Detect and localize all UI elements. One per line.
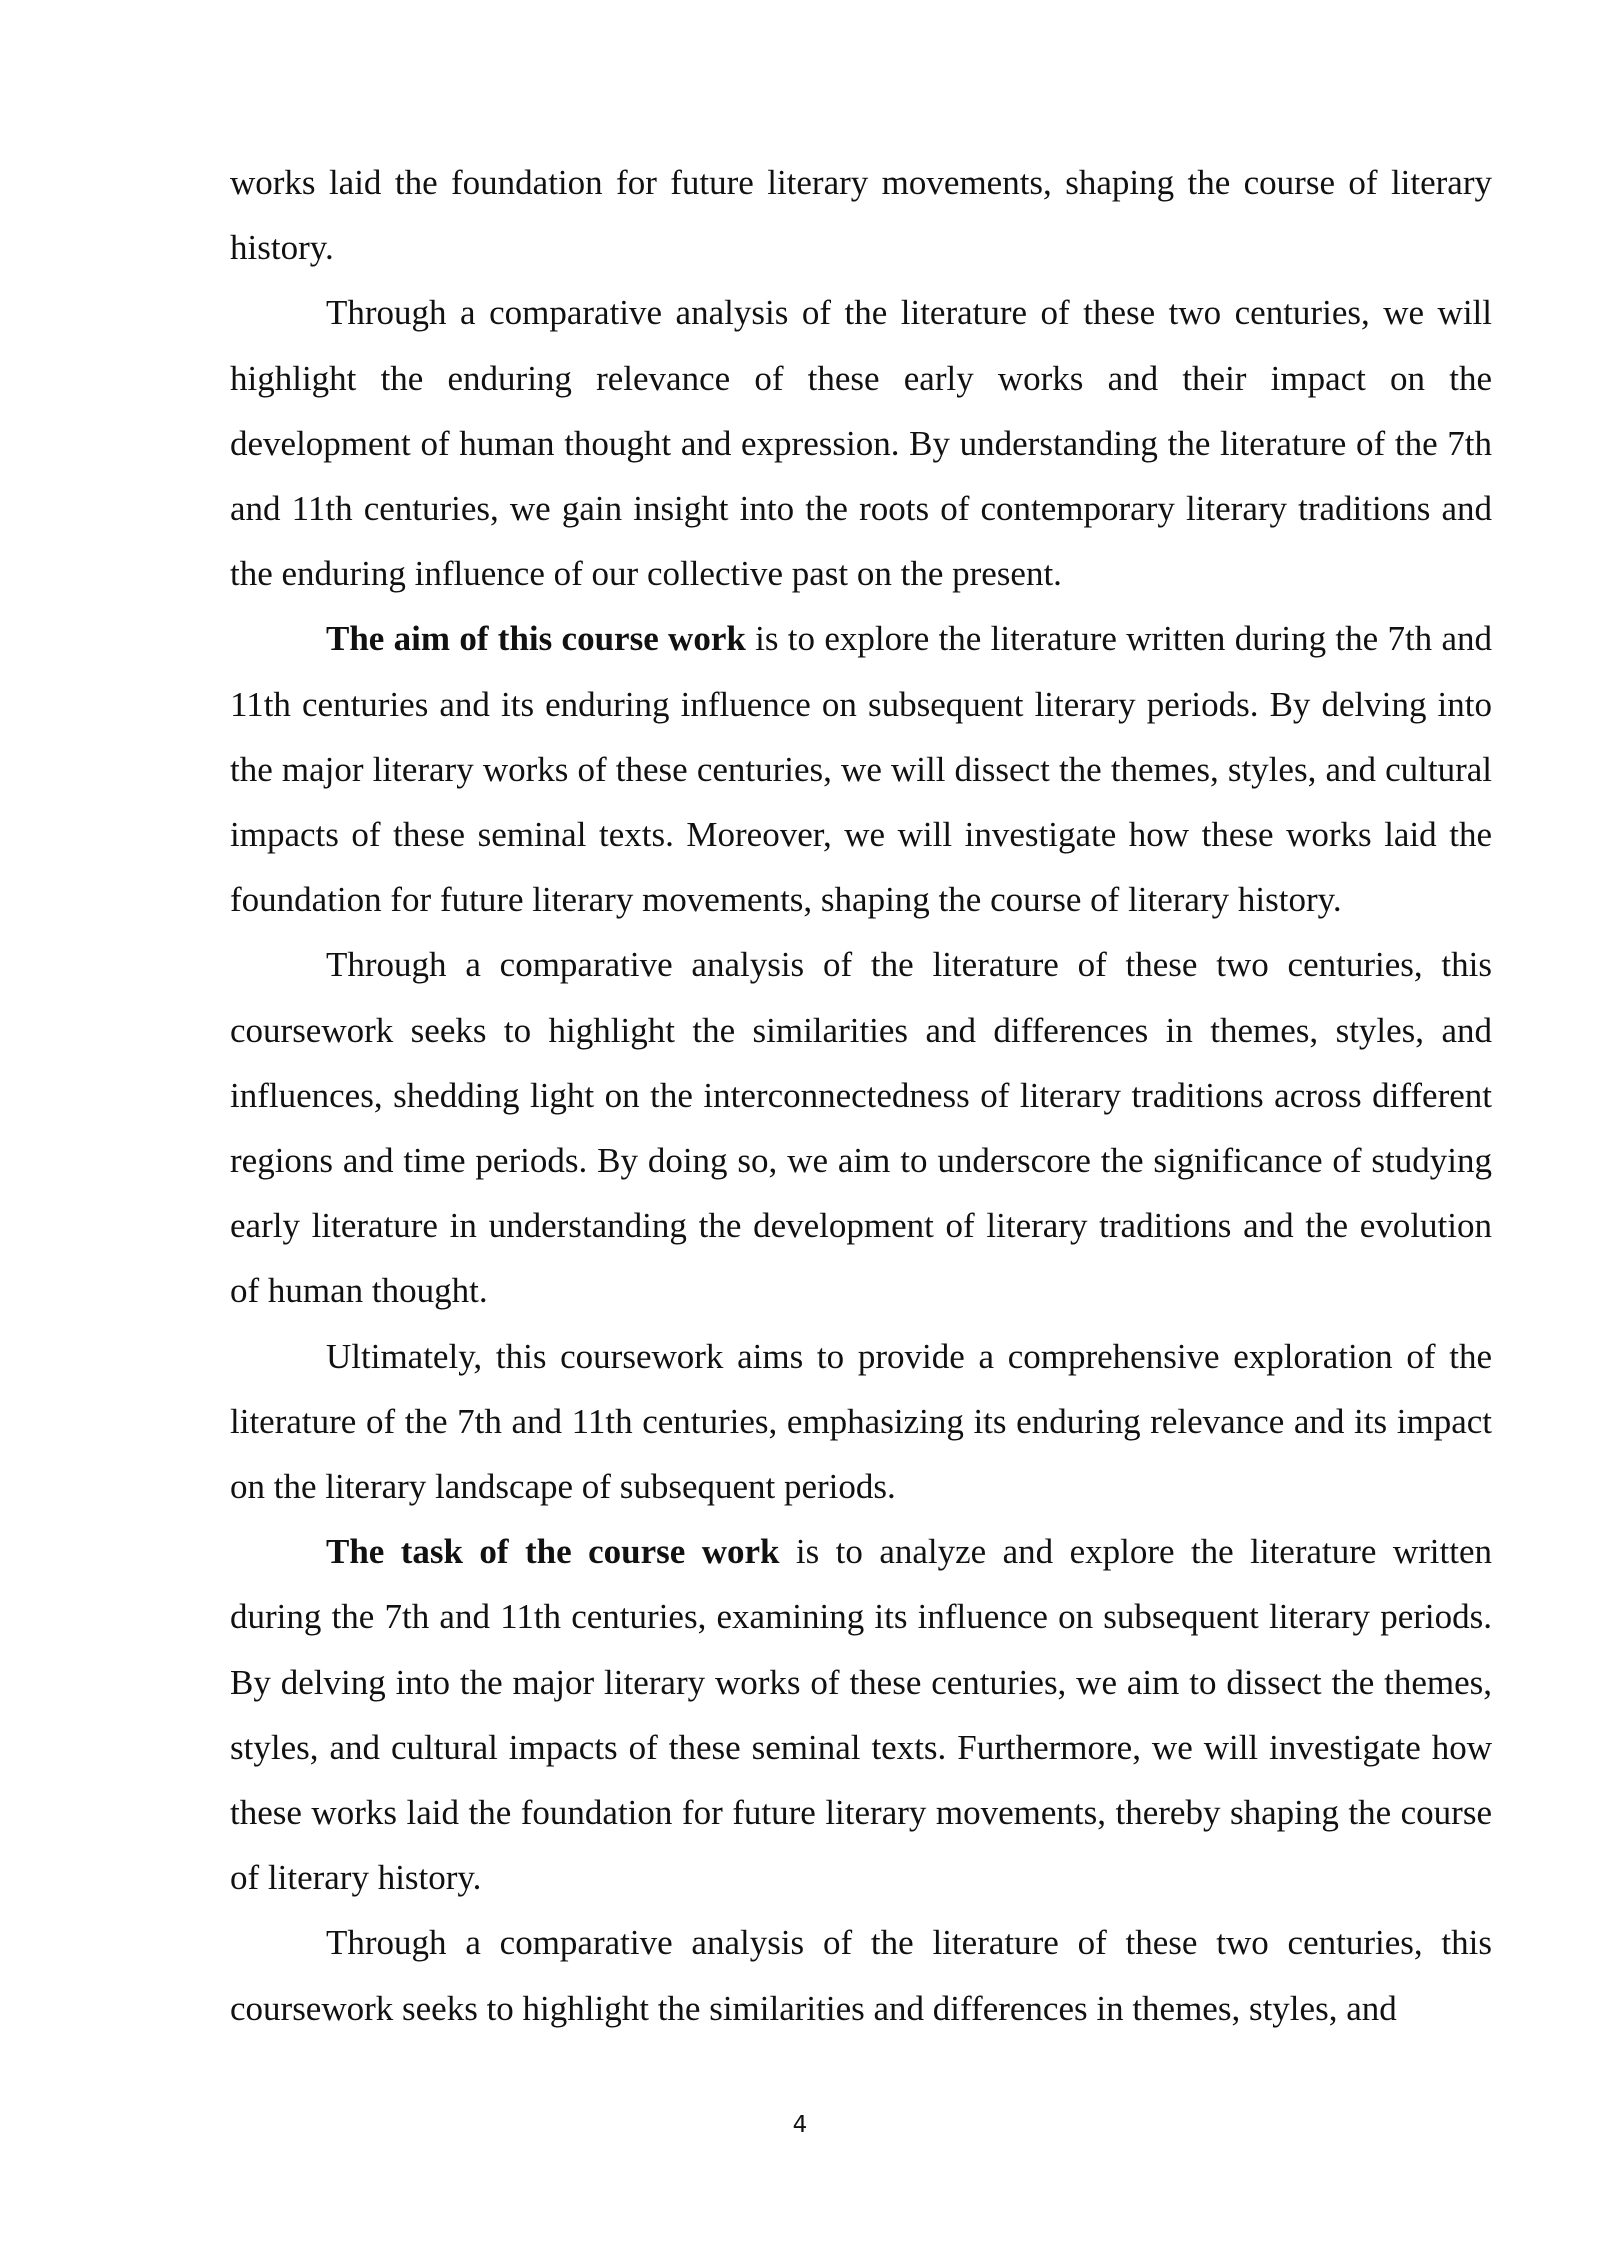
paragraph-comparative-coursework [230, 932, 1492, 1323]
task-heading: The task of the course work [326, 1532, 780, 1572]
aim-heading: The aim of this course work [326, 619, 746, 659]
paragraph-comparative-analysis [230, 280, 1492, 606]
paragraph-text: Through a comparative analysis of the literature of these two centuries, this coursework seeks to highlight the similarities and differences in themes, styles, and influences, shedding light on the interconnectedness of literary traditions across different regions and time periods. By doing so, we aim to underscore the significance of studying early literature in understanding the development of literary traditions and the evolution of human thought. [230, 945, 1492, 1311]
page-number: 4 [792, 2112, 808, 2138]
paragraph-text: is to explore the literature written during the 7th and 11th centuries and its enduring influence on subsequent literary periods. By delving into the major literary works of these centuries, we will dissect the themes, styles, and cultural impacts of these seminal texts. Moreover, we will investigate how these works laid the foundation for future literary movements, shaping the course of literary history. [230, 619, 1493, 920]
paragraph-text: Ultimately, this coursework aims to provide a comprehensive exploration of the literature of the 7th and 11th centuries, emphasizing its enduring relevance and its impact on the literary landscape of subsequent periods. [230, 1336, 1492, 1507]
paragraph-text: Through a comparative analysis of the literature of these two centuries, this coursework seeks to highlight the similarities and differences in themes, styles, and [230, 1923, 1492, 2028]
paragraph-ultimately [230, 1324, 1492, 1520]
body-text [230, 150, 1492, 2041]
paragraph-text: works laid the foundation for future literary movements, shaping the course of literary history. [230, 163, 1492, 268]
paragraph-text: Through a comparative analysis of the literature of these two centuries, we will highlight the enduring relevance of these early works and their impact on the development of human thought and expression. By understanding the literature of the 7th and 11th centuries, we gain insight into the roots of contemporary literary traditions and the enduring influence of our collective past on the present. [230, 293, 1492, 594]
paragraph-continuation [230, 150, 1492, 280]
paragraph-aim [230, 606, 1492, 932]
paragraph-text: is to analyze and explore the literature written during the 7th and 11th centuries, examining its influence on subsequent literary periods. By delving into the major literary works of these centuries, we aim to dissect the themes, styles, and cultural impacts of these seminal texts. Furthermore, we will investigate how these works laid the foundation for future literary movements, thereby shaping the course of literary history. [230, 1532, 1492, 1898]
paragraph-comparative-final [230, 1910, 1492, 2040]
paragraph-task [230, 1519, 1492, 1910]
